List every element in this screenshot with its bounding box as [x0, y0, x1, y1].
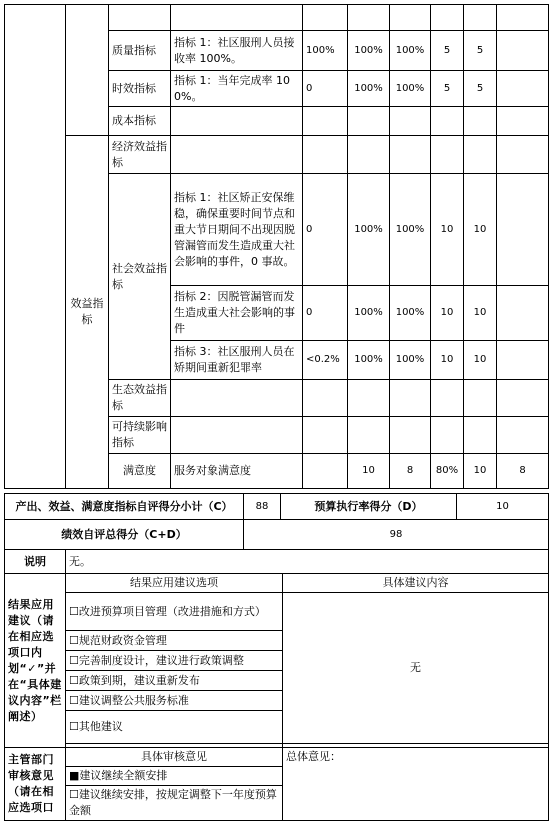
review-opinion-header: 具体审核意见: [66, 748, 283, 767]
social-2-value-1: 0: [303, 286, 348, 341]
timeliness-value-3: 100%: [390, 71, 431, 107]
results-option-4: ☐政策到期，建议重新发布: [66, 671, 283, 691]
timeliness-value-5: 5: [464, 71, 497, 107]
satisfaction-group-label: 满意度: [109, 454, 171, 489]
social-3-value-1: <0.2%: [303, 341, 348, 380]
note-table: [4, 549, 549, 574]
indicator-table: [4, 4, 549, 489]
quality-value-3: 100%: [390, 31, 431, 71]
results-review-table: [4, 573, 549, 821]
subtotal-value: 88: [244, 494, 281, 520]
table-row: [5, 593, 549, 631]
timeliness-value-4: 5: [431, 71, 464, 107]
results-option-5: ☐建议调整公共服务标准: [66, 691, 283, 711]
social-2-value-3: 100%: [390, 286, 431, 341]
table-row: [5, 5, 549, 31]
social-2-value-4: 10: [431, 286, 464, 341]
economic-indicator-label: 经济效益指标: [109, 136, 171, 174]
social-indicator-label: 社会效益指标: [109, 174, 171, 380]
table-row: [5, 574, 549, 593]
results-content-header: 具体建议内容: [283, 574, 549, 593]
quality-value-5: 5: [464, 31, 497, 71]
social-2-value-5: 10: [464, 286, 497, 341]
quality-value-2: 100%: [348, 31, 390, 71]
review-option-1: ■建议继续全额安排: [66, 767, 283, 786]
output-group-cell: [66, 5, 109, 136]
cost-indicator-label: 成本指标: [109, 107, 171, 136]
quality-indicator-label: 质量指标: [109, 31, 171, 71]
satisfaction-value-2: 8: [390, 454, 431, 489]
results-option-1: ☐改进预算项目管理（改进措施和方式）: [66, 593, 283, 631]
table-row: [5, 520, 549, 550]
social-1-value-2: 100%: [348, 174, 390, 286]
satisfaction-value-1: 10: [348, 454, 390, 489]
note-label: 说明: [5, 550, 66, 574]
results-application-label: 结果应用建议（请在相应选项口内划“✓”并在“具体建议内容”栏阐述）: [5, 574, 66, 748]
table-row: [5, 136, 549, 174]
social-1-value-5: 10: [464, 174, 497, 286]
summary-table: [4, 493, 549, 550]
timeliness-indicator-label: 时效指标: [109, 71, 171, 107]
budget-execution-label: 预算执行率得分（D）: [281, 494, 457, 520]
outer-left-cell: [5, 5, 66, 489]
subtotal-label: 产出、效益、满意度指标自评得分小计（C）: [5, 494, 244, 520]
ecological-indicator-label: 生态效益指标: [109, 380, 171, 417]
total-score-value: 98: [244, 520, 549, 550]
social-indicator-2-text: 指标 2：因脱管漏管而发生造成重大社会影响的事件: [171, 286, 303, 341]
results-option-6: ☐其他建议: [66, 711, 283, 744]
budget-execution-value: 10: [457, 494, 549, 520]
social-3-value-2: 100%: [348, 341, 390, 380]
social-1-value-4: 10: [431, 174, 464, 286]
results-option-3: ☐完善制度设计，建议进行政策调整: [66, 651, 283, 671]
social-indicator-3-text: 指标 3：社区服刑人员在矫期间重新犯罪率: [171, 341, 303, 380]
results-content-value: 无: [283, 593, 549, 744]
note-value: 无。: [66, 550, 549, 574]
review-option-2: ☐建议继续安排，按规定调整下一年度预算金额: [66, 786, 283, 821]
results-options-header: 结果应用建议选项: [66, 574, 283, 593]
social-3-value-3: 100%: [390, 341, 431, 380]
quality-indicator-text: 指标 1：社区服刑人员接收率 100%。: [171, 31, 303, 71]
table-row: [5, 550, 549, 574]
social-2-value-2: 100%: [348, 286, 390, 341]
quality-value-1: 100%: [303, 31, 348, 71]
social-3-value-4: 10: [431, 341, 464, 380]
overall-opinion-label: 总体意见：: [283, 748, 549, 821]
social-indicator-1-text: 指标 1：社区矫正安保维稳，确保重要时间节点和重大节日期间不出现因脱管漏管而发生造成重大社会影响的事件，0 事故。: [171, 174, 303, 286]
satisfaction-indicator-label: 服务对象满意度: [171, 454, 303, 489]
timeliness-value-2: 100%: [348, 71, 390, 107]
table-row: [5, 494, 549, 520]
timeliness-value-1: 0: [303, 71, 348, 107]
satisfaction-value-4: 10: [464, 454, 497, 489]
quality-value-4: 5: [431, 31, 464, 71]
social-3-value-5: 10: [464, 341, 497, 380]
table-row: [5, 748, 549, 767]
satisfaction-value-5: 8: [497, 454, 549, 489]
sustainable-indicator-label: 可持续影响指标: [109, 417, 171, 454]
social-1-value-1: 0: [303, 174, 348, 286]
satisfaction-value-3: 80%: [431, 454, 464, 489]
total-score-label: 绩效自评总得分（C+D）: [5, 520, 244, 550]
social-1-value-3: 100%: [390, 174, 431, 286]
timeliness-indicator-text: 指标 1：当年完成率 100%。: [171, 71, 303, 107]
results-option-2: ☐规范财政资金管理: [66, 631, 283, 651]
benefit-group-label: 效益指标: [66, 136, 109, 489]
review-label: 主管部门审核意见（请在相应选项口: [5, 748, 66, 821]
